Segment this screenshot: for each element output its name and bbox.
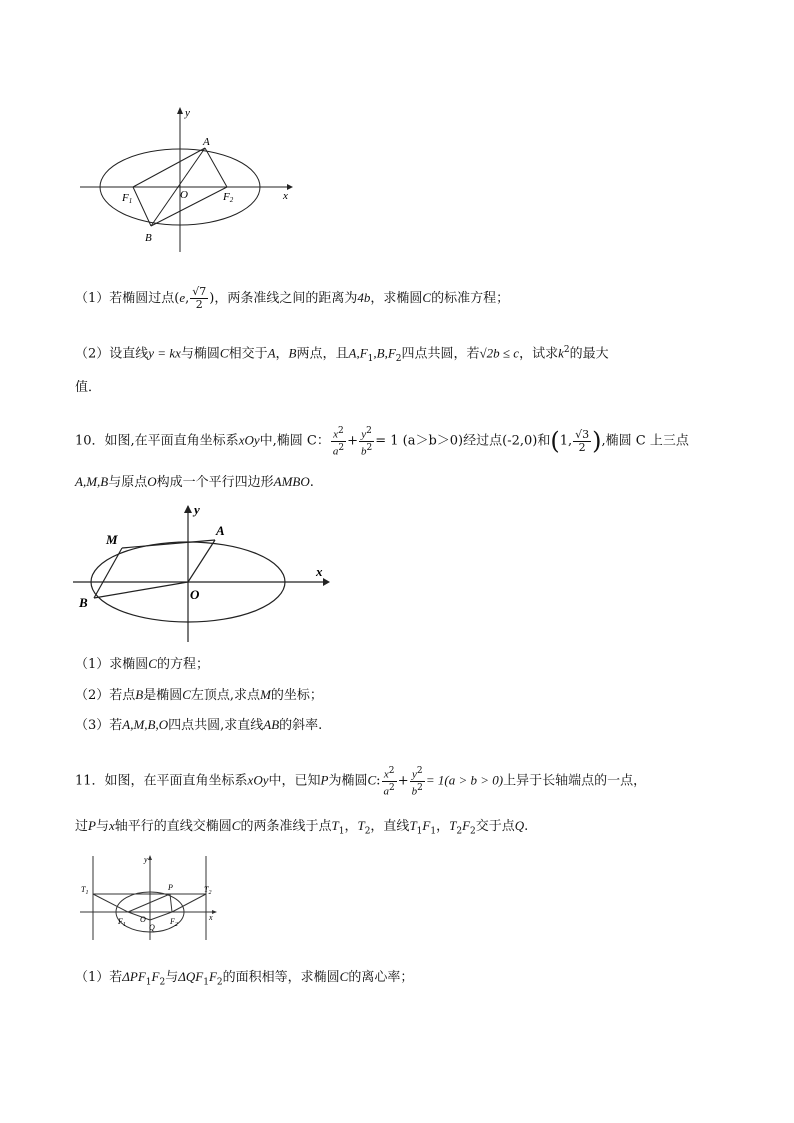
fig2-label-y: y xyxy=(194,502,200,517)
q9-part1: （1）若椭圆过点(e, $\frac{√7}{2}$ )，两条准线之间的距离为4b，求椭圆C的标准方程； xyxy=(75,285,510,311)
q9-part2: （2）设直线y = kx与椭圆C相交于A，B两点，且$A,F_1,B,F_2$四点共圆，若√2b ≤ c，试求$k^2$的最大 xyxy=(75,345,609,364)
fig1-label-x: x xyxy=(283,190,288,202)
q10-sub1: （1）求椭圆C的方程； xyxy=(75,656,209,672)
fig2-label-O: O xyxy=(190,587,200,602)
fig1-label-B: B xyxy=(145,232,152,244)
fig3-label-O: O xyxy=(140,915,146,924)
fig3-label-y: y xyxy=(144,855,148,864)
q9-part2-cont: 值． xyxy=(75,380,102,395)
fig2-label-B: B xyxy=(79,595,88,610)
q11-sub1: （1）若$\Delta PF_1F_2$与$\Delta QF_1F_2$的面积相等，求椭圆C的离心率； xyxy=(75,969,414,988)
fig2-label-M: M xyxy=(106,532,118,547)
fig1-label-y: y xyxy=(185,107,190,119)
fraction-sqrt7-over-2: $\frac{√7}{2}$ xyxy=(192,285,207,311)
q10-sub2: （2）若点B是椭圆C左顶点,求点M的坐标； xyxy=(75,687,323,703)
fig3-label-T2: $T_2$ xyxy=(204,885,212,896)
fig2-label-x: x xyxy=(316,564,323,579)
fig3-label-Q: Q xyxy=(149,923,155,932)
fig3-label-P: P xyxy=(168,883,173,892)
fig3-label-x: x xyxy=(209,913,213,922)
q10-line2: A,M,B与原点O构成一个平行四边形AMBO. xyxy=(75,474,314,490)
q11-line2: 过P与x轴平行的直线交椭圆C的两条准线于点$T_1$，$T_2$，直线$T_1F_1$，$T_2F_2$交于点Q. xyxy=(75,818,529,837)
fig3-label-F1: $F_1$ xyxy=(118,917,126,928)
q11-intro: 11．如图，在平面直角坐标系xOy中，已知P为椭圆C: $\frac{x^2}{a^2}$ + $\frac{y^2}{b^2}$ = 1(a > b > 0)上异于长轴端点的一点， xyxy=(75,766,647,798)
fig1-label-F2: F2 xyxy=(223,191,234,204)
fig1-label-O: O xyxy=(180,189,188,201)
fig3-label-T1: $T_1$ xyxy=(81,885,89,896)
figure-directrix xyxy=(78,852,238,942)
q10-sub3: （3）若A,M,B,O四点共圆,求直线AB的斜率. xyxy=(75,717,323,733)
figure-parallelogram xyxy=(70,502,340,647)
fig3-label-F2: $F_2$ xyxy=(170,917,178,928)
fig1-label-F1: F1 xyxy=(122,192,133,205)
fig1-label-A: A xyxy=(203,136,210,148)
figure-ellipse-focal xyxy=(75,102,305,257)
q10-intro: 10．如图,在平面直角坐标系xOy中,椭圆 C： $\frac{x^2}{a^2}$ + $\frac{y^2}{b^2}$ = 1 (a＞b＞0)经过点(-2,0)和(1, $\frac{√3}{2}$ ),椭圆 C 上三点 xyxy=(75,426,689,458)
fig2-label-A: A xyxy=(216,523,225,538)
